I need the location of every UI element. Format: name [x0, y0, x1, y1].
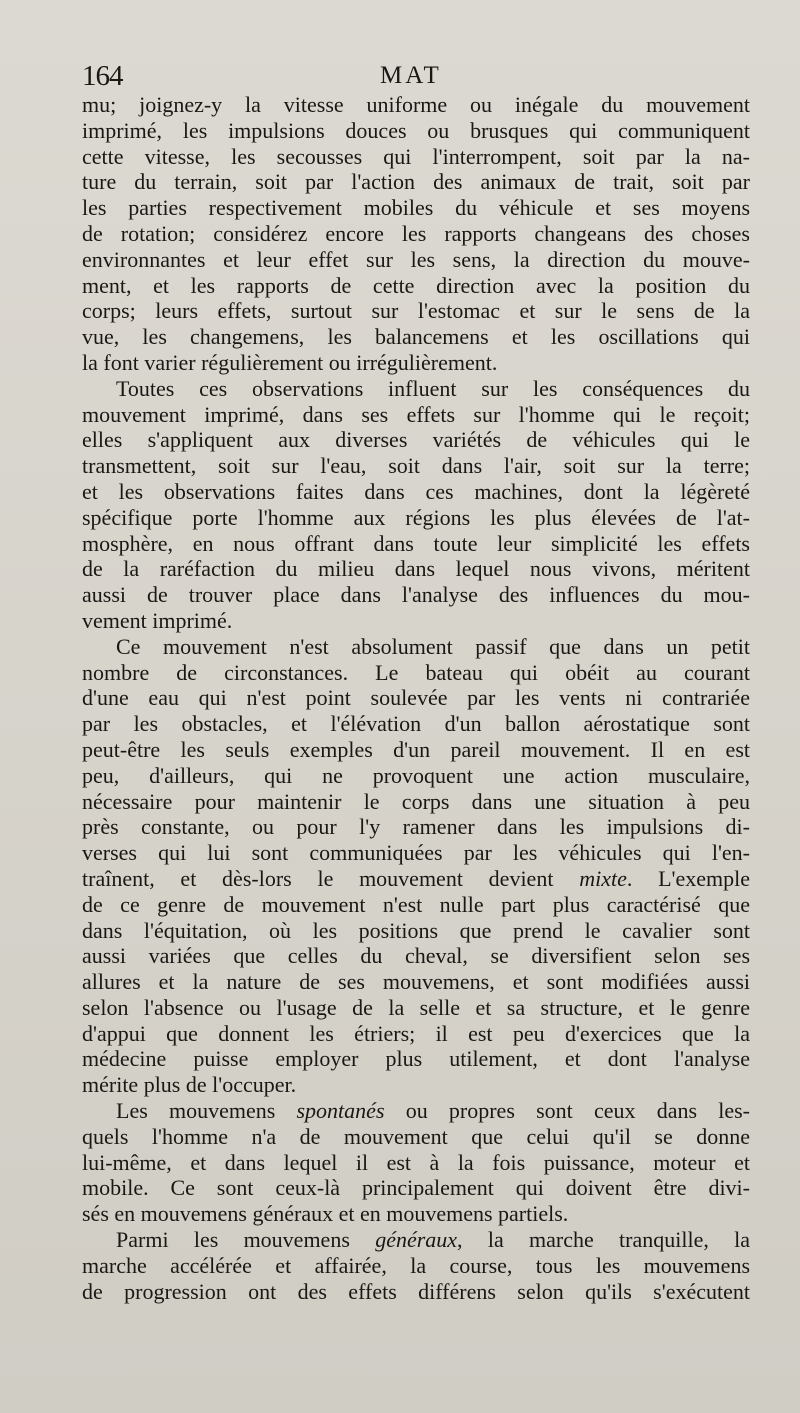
- text-line: mobile. Ce sont ceux-là principalement qui doivent être divi-: [82, 1175, 750, 1201]
- text-line: ture du terrain, soit par l'action des animaux de trait, soit par: [82, 169, 750, 195]
- text-line: Toutes ces observations influent sur les conséquences du: [116, 375, 750, 401]
- text-line: environnantes et leur effet sur les sens, la direction du mouve-: [82, 246, 750, 272]
- italic-term: mixte: [579, 865, 627, 891]
- text-line: mouvement imprimé, dans ses effets sur l'homme qui le reçoit;: [82, 401, 750, 427]
- text-line: marche accélérée et affairée, la course, tous les mouvemens: [82, 1252, 750, 1278]
- text-line: [82, 1098, 750, 1124]
- text-line: vue, les changemens, les balancemens et les oscillations qui: [82, 324, 750, 350]
- italic-term: spontanés: [296, 1098, 385, 1124]
- text-segment: . L'exemple: [626, 865, 750, 891]
- text-line: lui-même, et dans lequel il est à la fois puissance, moteur et: [82, 1149, 750, 1175]
- text-line: de ce genre de mouvement n'est nulle part plus caractérisé que: [82, 891, 750, 917]
- running-head: MAT: [380, 62, 442, 89]
- text-line: aussi variées que celles du cheval, se diversifient selon ses: [82, 943, 750, 969]
- text-line: quels l'homme n'a de mouvement que celui qu'il se donne: [82, 1123, 750, 1149]
- text-line: et les observations faites dans ces machines, dont la légèreté: [82, 478, 750, 504]
- text-segment: Les mouvemens: [116, 1098, 297, 1124]
- text-line: spécifique porte l'homme aux régions les plus élevées de l'at-: [82, 504, 750, 530]
- text-line: de progression ont des effets différens selon qu'ils s'exécutent: [82, 1278, 750, 1304]
- body-text: [82, 92, 750, 1304]
- text-line: de la raréfaction du milieu dans lequel nous vivons, méritent: [82, 556, 750, 582]
- text-line: cette vitesse, les secousses qui l'interrompent, soit par la na-: [82, 143, 750, 169]
- text-line: par les obstacles, et l'élévation d'un ballon aérostatique sont: [82, 711, 750, 737]
- text-line: la font varier régulièrement ou irrégulièrement.: [82, 349, 498, 375]
- text-line: peu, d'ailleurs, qui ne provoquent une action musculaire,: [82, 762, 750, 788]
- page-number: 164: [82, 60, 123, 92]
- text-line: elles s'appliquent aux diverses variétés de véhicules qui le: [82, 427, 750, 453]
- text-line: mu; joignez-y la vitesse uniforme ou inégale du mouvement: [82, 92, 750, 117]
- text-line: les parties respectivement mobiles du véhicule et ses moyens: [82, 195, 750, 221]
- text-line: nombre de circonstances. Le bateau qui obéit au courant: [82, 659, 750, 685]
- text-line: verses qui lui sont communiquées par les véhicules qui l'en-: [82, 840, 750, 866]
- text-segment: traînent, et dès-lors le mouvement devient: [82, 865, 580, 891]
- text-line: dans l'équitation, où les positions que prend le cavalier sont: [82, 917, 750, 943]
- text-line: mosphère, en nous offrant dans toute leur simplicité les effets: [82, 530, 750, 556]
- text-line: corps; leurs effets, surtout sur l'estomac et sur le sens de la: [82, 298, 750, 324]
- text-line: [82, 866, 750, 892]
- text-line: d'appui que donnent les étriers; il est peu d'exercices que la: [82, 1020, 750, 1046]
- text-line: nécessaire pour maintenir le corps dans une situation à peu: [82, 788, 750, 814]
- text-line: de rotation; considérez encore les rapports changeans des choses: [82, 220, 750, 246]
- text-segment: ou propres sont ceux dans les-: [384, 1098, 750, 1124]
- text-line: [82, 1227, 750, 1253]
- text-line: d'une eau qui n'est point soulevée par les vents ni contrariée: [82, 685, 750, 711]
- page-header: [82, 60, 750, 94]
- text-line: peut-être les seuls exemples d'un pareil mouvement. Il en est: [82, 736, 750, 762]
- italic-term: généraux: [375, 1227, 458, 1253]
- text-line: près constante, ou pour l'y ramener dans les impulsions di-: [82, 814, 750, 840]
- text-line: allures et la nature de ses mouvemens, et sont modifiées aussi: [82, 969, 750, 995]
- text-line: vement imprimé.: [82, 607, 233, 633]
- text-line: mérite plus de l'occuper.: [82, 1072, 297, 1098]
- text-line: Ce mouvement n'est absolument passif que dans un petit: [116, 633, 750, 659]
- text-segment: , la marche tranquille, la: [457, 1227, 750, 1253]
- text-line: aussi de trouver place dans l'analyse des influences du mou-: [82, 582, 750, 608]
- text-line: médecine puisse employer plus utilement, et dont l'analyse: [82, 1046, 750, 1072]
- text-segment: Parmi les mouvemens: [116, 1227, 376, 1253]
- text-line: transmettent, soit sur l'eau, soit dans l'air, soit sur la terre;: [82, 453, 750, 479]
- text-line: imprimé, les impulsions douces ou brusques qui communiquent: [82, 117, 750, 143]
- text-line: ment, et les rapports de cette direction avec la position du: [82, 272, 750, 298]
- text-line: sés en mouvemens généraux et en mouvemens partiels.: [82, 1201, 569, 1227]
- text-line: selon l'absence ou l'usage de la selle et sa structure, et le genre: [82, 994, 750, 1020]
